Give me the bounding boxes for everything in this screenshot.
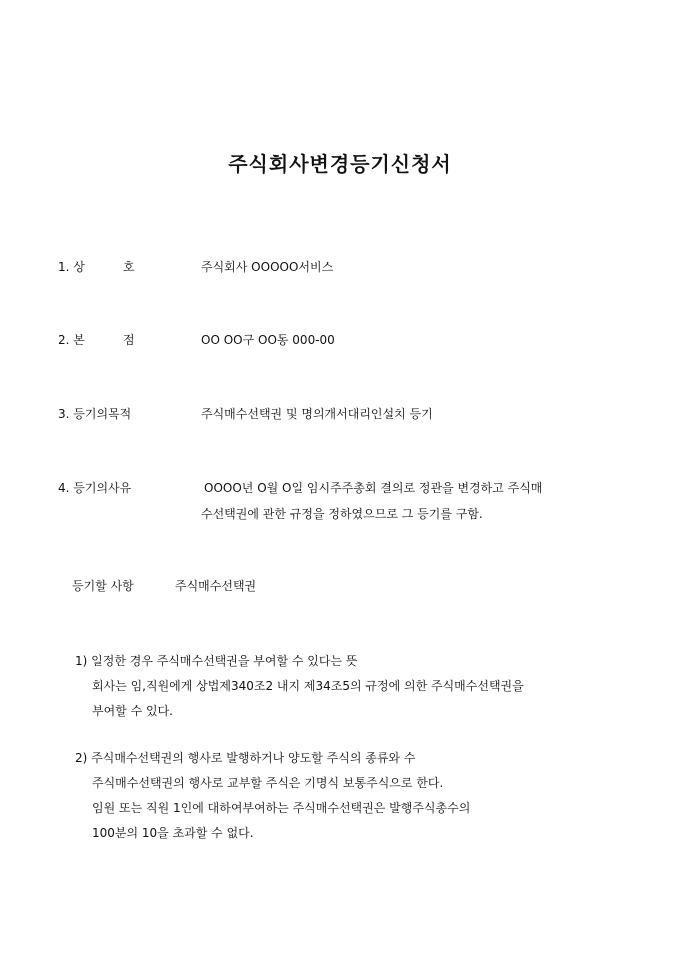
paragraph-heading: 1) 일정한 경우 주식매수선택권을 부여할 수 있다는 뜻 [75, 654, 358, 668]
paragraph-line: 100분의 10을 초과할 수 없다. [92, 826, 254, 840]
paragraph-line: 부여할 수 있다. [92, 704, 173, 718]
field-label-reason: 4. 등기의사유 [58, 481, 132, 495]
field-value-trade-name: 주식회사 OOOOO서비스 [201, 260, 334, 274]
document-title: 주식회사변경등기신청서 [228, 152, 452, 176]
reason-line: 수선택권에 관한 규정을 정하였으므로 그 등기를 구함. [201, 507, 483, 521]
subject-value: 주식매수선택권 [175, 579, 257, 593]
field-value-head-office: OO OO구 OO동 000-00 [201, 333, 335, 347]
field-label-trade-name: 1. 상 호 [58, 260, 135, 274]
paragraph-heading: 2) 주식매수선택권의 행사로 발행하거나 양도할 주식의 종류와 수 [75, 751, 416, 765]
field-label-head-office: 2. 본 점 [58, 333, 135, 347]
field-value-purpose: 주식매수선택권 및 명의개서대리인설치 등기 [201, 407, 433, 421]
paragraph-line: 주식매수선택권의 행사로 교부할 주식은 기명식 보통주식으로 한다. [92, 776, 444, 790]
paragraph-line: 임원 또는 직원 1인에 대하여부여하는 주식매수선택권은 발행주식총수의 [92, 801, 471, 815]
reason-line: OOOO년 O월 O일 임시주주총회 결의로 정관을 변경하고 주식매 [204, 481, 543, 495]
paragraph-line: 회사는 임,직원에게 상법제340조2 내지 제34조5의 규정에 의한 주식매수선택권을 [92, 679, 524, 693]
subject-label: 등기할 사항 [72, 579, 134, 593]
field-label-purpose: 3. 등기의목적 [58, 407, 132, 421]
